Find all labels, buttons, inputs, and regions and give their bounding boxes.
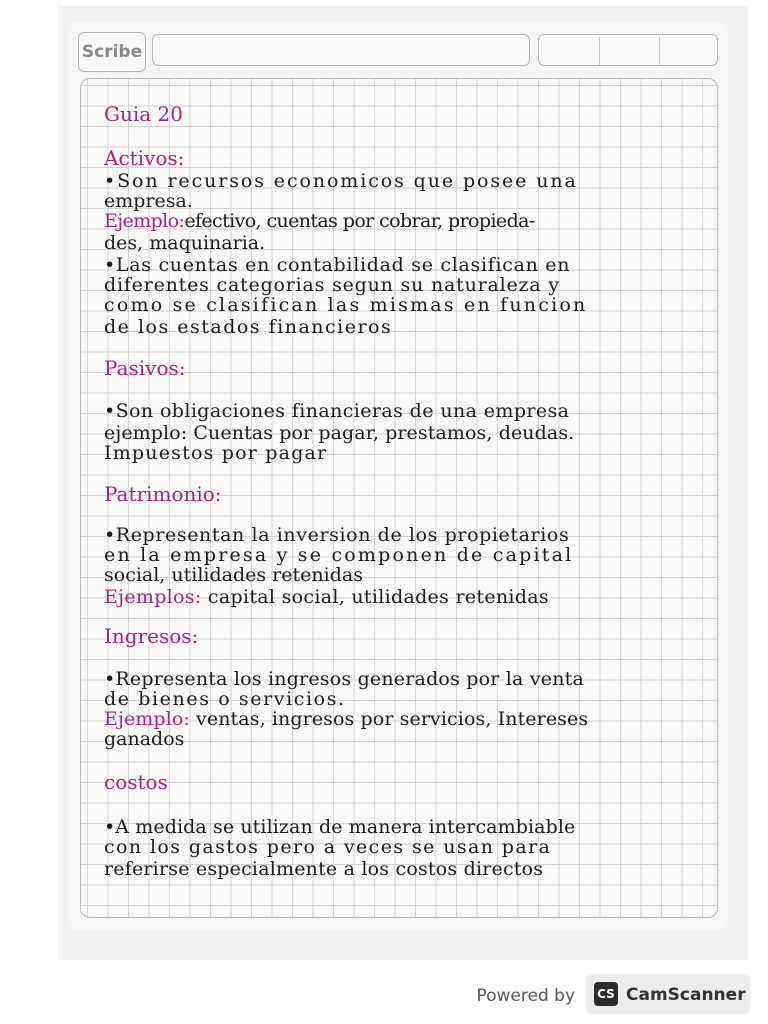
example-label: Ejemplo:	[104, 210, 185, 232]
activos-line-6: diferentes categorias segun su naturaleza y	[104, 274, 560, 296]
costos-line-2: con los gastos pero a veces se usan para	[104, 836, 552, 858]
activos-line-5: •Las cuentas en contabilidad se clasifican en	[104, 254, 571, 276]
patrimonio-line-1: •Representan la inversion de los propietarios	[104, 524, 570, 546]
pasivos-heading: Pasivos:	[104, 356, 186, 380]
costos-line-1: •A medida se utilizan de manera intercambiable	[104, 816, 576, 838]
patrimonio-line-2: en la empresa y se componen de capital	[104, 544, 574, 566]
activos-heading: Activos:	[104, 146, 185, 170]
activos-line-4: des, maquinaria.	[104, 232, 266, 254]
pasivos-line-2: ejemplo: Cuentas por pagar, prestamos, deudas.	[104, 422, 575, 444]
date-field-box	[538, 34, 718, 66]
patrimonio-heading: Patrimonio:	[104, 482, 222, 506]
ingresos-line-2: de bienes o servicios.	[104, 688, 346, 710]
example-text: ventas, ingresos por servicios, Intereses	[196, 708, 589, 730]
costos-line-3: referirse especialmente a los costos directos	[104, 858, 544, 880]
example-text: capital social, utilidades retenidas	[207, 586, 549, 608]
note-title: Guia 20	[104, 102, 183, 126]
costos-heading: costos	[104, 770, 168, 794]
activos-line-7: como se clasifican las mismas en funcion	[104, 294, 588, 316]
camscanner-name: CamScanner	[626, 985, 746, 1005]
title-field-box	[152, 34, 530, 66]
camscanner-logo-icon: CS	[594, 982, 618, 1006]
date-divider	[659, 37, 660, 65]
activos-line-1: •Son recursos economicos que posee una	[104, 170, 578, 192]
example-label: Ejemplo:	[104, 708, 190, 730]
pasivos-line-1: •Son obligaciones financieras de una empresa	[104, 400, 570, 422]
ingresos-example-line	[104, 710, 588, 729]
activos-line-8: de los estados financieros	[104, 316, 393, 338]
example-label: Ejemplos:	[104, 586, 202, 608]
powered-by-text: Powered by	[476, 986, 575, 1006]
date-divider	[599, 37, 600, 65]
pasivos-line-3: Impuestos por pagar	[104, 442, 328, 464]
activos-line-2: empresa.	[104, 190, 193, 212]
ingresos-line-1: •Representa los ingresos generados por la venta	[104, 668, 585, 690]
activos-example-line	[104, 212, 535, 231]
ingresos-line-4: ganados	[104, 728, 185, 750]
brand-label: Scribe	[81, 42, 143, 62]
patrimonio-example-line	[104, 588, 549, 607]
ingresos-heading: Ingresos:	[104, 624, 199, 648]
example-text: efectivo, cuentas por cobrar, propieda-	[184, 210, 535, 232]
scribe-brand-box	[78, 32, 146, 72]
patrimonio-line-3: social, utilidades retenidas	[104, 564, 363, 586]
